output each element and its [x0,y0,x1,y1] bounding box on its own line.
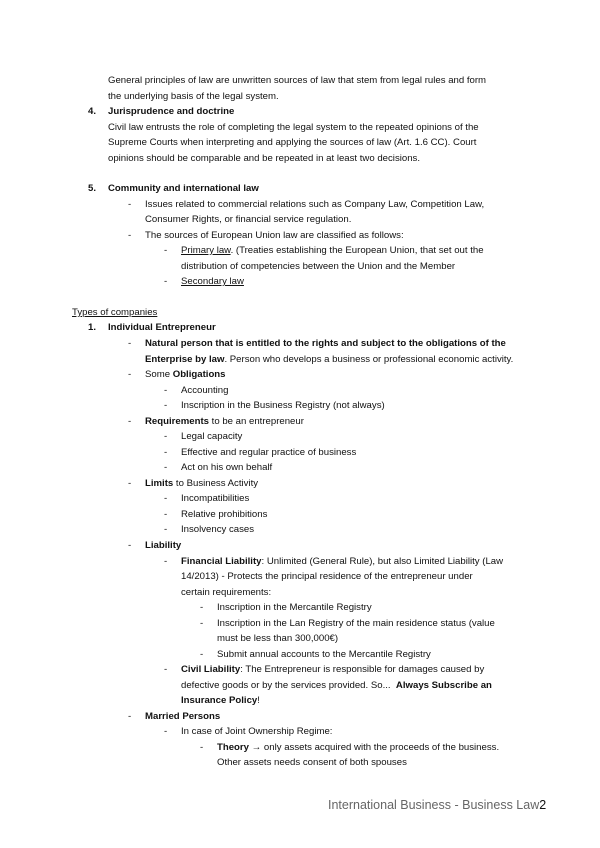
jurisprudence-line-1: Civil law entrusts the role of completing the legal system to the repeated opinions of the [108,122,479,133]
obligations-heading: Some Obligations [145,369,226,380]
req-lan-line-1: Inscription in the Lan Registry of the main residence status (value [217,618,495,629]
bullet-dash: - [128,199,132,210]
footer-text: International Business - Business Law [328,798,540,812]
bullet-dash: - [128,338,132,349]
theory-line-1: Theory → only assets acquired with the proceeds of the business. [217,742,500,753]
section-heading-community: Community and international law [108,183,259,194]
joint-ownership: In case of Joint Ownership Regime: [181,726,333,737]
jurisprudence-line-3: opinions should be comparable and be repeated in at least two decisions. [108,153,421,164]
requirements-heading: Requirements to be an entrepreneur [145,416,304,427]
bullet-dash: - [164,493,168,504]
req-mercantile: Inscription in the Mercantile Registry [217,602,372,613]
bullet-dash: - [128,416,132,427]
bullet-dash: - [128,369,132,380]
principles-line-1: General principles of law are unwritten sources of law that stem from legal rules and form [108,75,487,86]
theory-line-2: Other assets needs consent of both spouses [217,757,407,768]
financial-liability-line-1: Financial Liability: Unlimited (General Rule), but also Limited Liability (Law [181,556,504,567]
financial-liability-line-2: 14/2013) - Protects the principal residence of the entrepreneur under [181,571,473,582]
primary-law-label: Primary law [181,245,231,256]
primary-law-line-2: distribution of competencies between the Union and the Member [181,261,456,272]
secondary-law-label: Secondary law [181,276,244,287]
bullet-dash: - [164,726,168,737]
limit-insolvency: Insolvency cases [181,524,255,535]
bullet-dash: - [128,540,132,551]
req-lan-line-2: must be less than 300,000€) [217,633,339,644]
bullet-dash: - [164,462,168,473]
jurisprudence-line-2: Supreme Courts when interpreting and applying the sources of law (Art. 1.6 CC). Court [108,137,477,148]
obligation-accounting: Accounting [181,385,229,396]
bullet-dash: - [164,400,168,411]
community-bullet-1-line-1: Issues related to commercial relations such as Company Law, Competition Law, [145,199,485,210]
section-number: 4. [88,106,97,117]
limit-relative: Relative prohibitions [181,509,268,520]
bullet-dash: - [200,602,204,613]
limit-incompatibilities: Incompatibilities [181,493,250,504]
bullet-dash: - [164,431,168,442]
civil-liability-line-3: Insurance Policy! [181,695,260,706]
page-footer [328,798,546,812]
section-heading-jurisprudence: Jurisprudence and doctrine [108,106,235,117]
community-bullet-2: The sources of European Union law are classified as follows: [145,230,404,241]
natural-person-line-2: Enterprise by law. Person who develops a business or professional economic activity. [145,354,514,365]
bullet-dash: - [164,385,168,396]
bullet-dash: - [164,509,168,520]
bullet-dash: - [200,742,204,753]
bullet-dash: - [164,447,168,458]
req-submit: Submit annual accounts to the Mercantile Registry [217,649,431,660]
bullet-dash: - [128,230,132,241]
civil-liability-line-1: Civil Liability: The Entrepreneur is responsible for damages caused by [181,664,485,675]
principles-line-2: the underlying basis of the legal system. [108,91,279,102]
requirement-own-behalf: Act on his own behalf [181,462,273,473]
types-title: Types of companies [72,307,158,318]
requirement-effective: Effective and regular practice of business [181,447,357,458]
financial-liability-line-3: certain requirements: [181,587,272,598]
limits-heading: Limits to Business Activity [145,478,259,489]
bullet-dash: - [164,524,168,535]
section-heading-entrepreneur: Individual Entrepreneur [108,322,216,333]
liability-heading: Liability [145,540,182,551]
bullet-dash: - [200,618,204,629]
page-number: 2 [539,798,547,812]
bullet-dash: - [164,276,168,287]
bullet-dash: - [128,478,132,489]
bullet-dash: - [128,711,132,722]
section-number: 1. [88,322,97,333]
civil-liability-line-2: defective goods or by the services provided. So... Always Subscribe an [181,680,492,691]
bullet-dash: - [164,245,168,256]
section-number: 5. [88,183,97,194]
married-heading: Married Persons [145,711,221,722]
bullet-dash: - [164,664,168,675]
bullet-dash: - [164,556,168,567]
requirement-legal-capacity: Legal capacity [181,431,243,442]
community-bullet-1-line-2: Consumer Rights, or financial service regulation. [145,214,352,225]
obligation-inscription: Inscription in the Business Registry (not always) [181,400,385,411]
primary-law-line-1: Primary law. (Treaties establishing the European Union, that set out the [181,245,484,256]
bullet-dash: - [200,649,204,660]
natural-person-line-1: Natural person that is entitled to the rights and subject to the obligations of the [145,338,506,349]
